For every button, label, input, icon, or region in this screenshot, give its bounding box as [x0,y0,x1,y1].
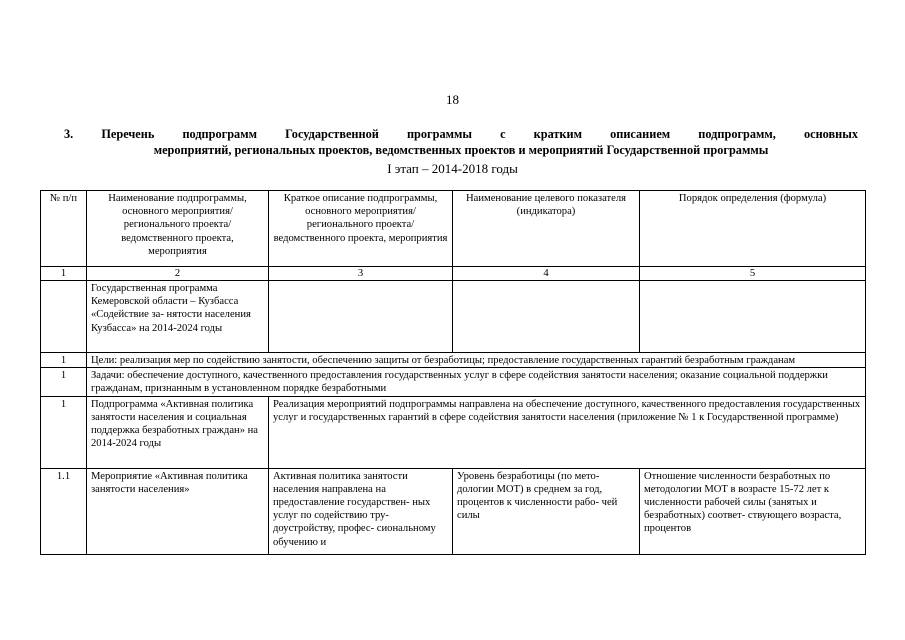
column-number: 2 [87,267,269,281]
subprogram-description: Реализация мероприятий подпрограммы направлена на обеспечение доступного, качественного предоставления государственных услуг и государственных гарантий в сфере содействия занятости населения (приложение № 1 к Государственной программе) [269,396,866,468]
table-header-row [41,191,866,267]
section-heading-line-2: мероприятий, региональных проектов, ведомственных проектов и мероприятий Государственной программы [153,143,769,157]
column-number-row [41,267,866,281]
program-indicator-cell [453,281,640,353]
program-description-cell [269,281,453,353]
tasks-text: Задачи: обеспечение доступного, качественного предоставления государственных услуг в сфере содействия занятости населения; оказание социальной поддержки гражданам, признанным в установленном порядке безработными [87,368,866,396]
measure-description: Активная политика занятости населения направлена на предоставление государствен- ных услуг по содействию тру- доустройству, профес- сиональному обучению и [269,468,453,554]
page-number: 18 [446,92,459,107]
tasks-number: 1 [41,368,87,396]
stage-subtitle: I этап – 2014-2018 годы [387,161,518,176]
column-number: 5 [640,267,866,281]
table-row-program [41,281,866,353]
goals-number: 1 [41,353,87,368]
header-description: Краткое описание подпрограммы, основного мероприятия/регионального проекта/ведомственного проекта, мероприятия [269,191,453,267]
subprogram-name: Подпрограмма «Активная политика занятости населения и социальная поддержка безработных граждан» на 2014-2024 годы [87,396,269,468]
table-row-goals [41,353,866,368]
table-row-measure [41,468,866,554]
program-name: Государственная программа Кемеровской области – Кузбасса «Содействие за- нятости населения Кузбасса» на 2014-2024 годы [87,281,269,353]
table-row-subprogram [41,396,866,468]
column-number: 1 [41,267,87,281]
subprogram-number: 1 [41,396,87,468]
header-name: Наименование подпрограммы, основного мероприятия/ регионального проекта/ ведомственного проекта, мероприятия [87,191,269,267]
measure-name: Мероприятие «Активная политика занятости населения» [87,468,269,554]
subprograms-table [40,190,866,555]
program-formula-cell [640,281,866,353]
program-number-cell [41,281,87,353]
column-number: 3 [269,267,453,281]
table-row-tasks [41,368,866,396]
header-indicator: Наименование целевого показателя (индикатора) [453,191,640,267]
section-heading [64,126,858,158]
measure-number: 1.1 [41,468,87,554]
measure-indicator: Уровень безработицы (по мето- дологии МОТ) в среднем за год, процентов к численности рабо- чей силы [453,468,640,554]
section-heading-line-1: 3. Перечень подпрограмм Государственной программы с кратким описанием подпрограмм, основных [64,127,858,141]
header-number: № п/п [41,191,87,267]
column-number: 4 [453,267,640,281]
header-formula: Порядок определения (формула) [640,191,866,267]
goals-text: Цели: реализация мер по содействию занятости, обеспечению защиты от безработицы; предоставление государственных гарантий безработным гражданам [87,353,866,368]
measure-formula: Отношение численности безработных по методологии МОТ в возрасте 15-72 лет к численности рабочей силы (занятых и безработных) соответ- ствующего возраста, процентов [640,468,866,554]
